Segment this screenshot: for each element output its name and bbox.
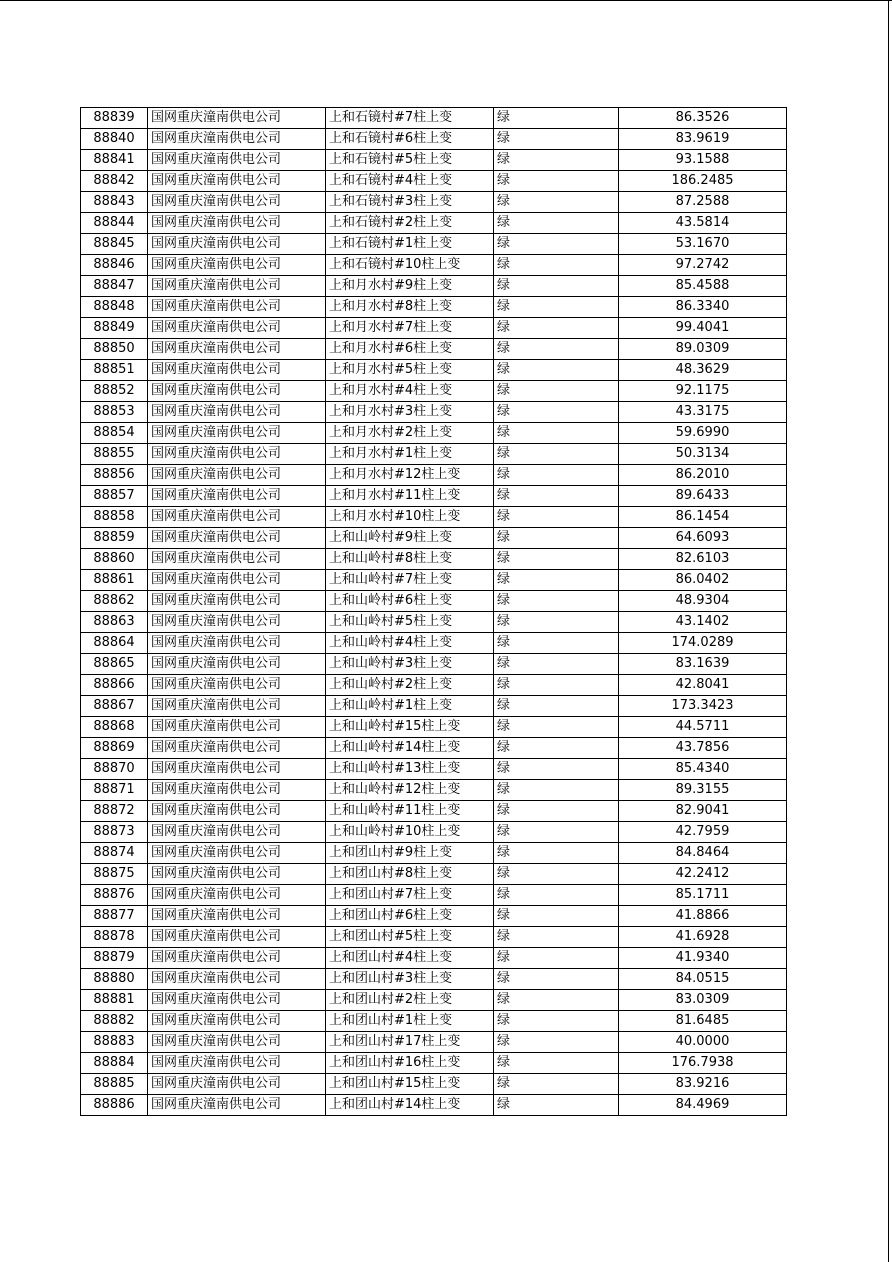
table-row [81, 528, 787, 549]
company-cell: 国网重庆潼南供电公司 [148, 822, 326, 843]
value-cell: 84.8464 [619, 843, 787, 864]
id-cell: 88872 [81, 801, 148, 822]
value-cell: 83.1639 [619, 654, 787, 675]
table-row [81, 948, 787, 969]
table-row [81, 633, 787, 654]
id-cell: 88871 [81, 780, 148, 801]
location-cell: 上和山岭村#13柱上变 [326, 759, 494, 780]
location-cell: 上和山岭村#2柱上变 [326, 675, 494, 696]
company-cell: 国网重庆潼南供电公司 [148, 990, 326, 1011]
location-cell: 上和石镜村#4柱上变 [326, 171, 494, 192]
location-cell: 上和月水村#9柱上变 [326, 276, 494, 297]
status-cell: 绿 [494, 591, 619, 612]
table-row [81, 1074, 787, 1095]
table-row [81, 822, 787, 843]
location-cell: 上和团山村#16柱上变 [326, 1053, 494, 1074]
location-cell: 上和山岭村#10柱上变 [326, 822, 494, 843]
status-cell: 绿 [494, 1074, 619, 1095]
value-cell: 83.9619 [619, 129, 787, 150]
table-row [81, 696, 787, 717]
status-cell: 绿 [494, 990, 619, 1011]
company-cell: 国网重庆潼南供电公司 [148, 1032, 326, 1053]
value-cell: 89.0309 [619, 339, 787, 360]
id-cell: 88874 [81, 843, 148, 864]
company-cell: 国网重庆潼南供电公司 [148, 570, 326, 591]
location-cell: 上和团山村#17柱上变 [326, 1032, 494, 1053]
status-cell: 绿 [494, 465, 619, 486]
value-cell: 41.6928 [619, 927, 787, 948]
location-cell: 上和山岭村#11柱上变 [326, 801, 494, 822]
location-cell: 上和团山村#4柱上变 [326, 948, 494, 969]
location-cell: 上和石镜村#6柱上变 [326, 129, 494, 150]
id-cell: 88870 [81, 759, 148, 780]
table-row [81, 1095, 787, 1116]
table-row [81, 969, 787, 990]
status-cell: 绿 [494, 717, 619, 738]
status-cell: 绿 [494, 507, 619, 528]
value-cell: 40.0000 [619, 1032, 787, 1053]
status-cell: 绿 [494, 549, 619, 570]
status-cell: 绿 [494, 864, 619, 885]
value-cell: 174.0289 [619, 633, 787, 654]
value-cell: 82.6103 [619, 549, 787, 570]
company-cell: 国网重庆潼南供电公司 [148, 507, 326, 528]
id-cell: 88884 [81, 1053, 148, 1074]
company-cell: 国网重庆潼南供电公司 [148, 654, 326, 675]
value-cell: 89.3155 [619, 780, 787, 801]
status-cell: 绿 [494, 570, 619, 591]
page-top-border [0, 0, 892, 1]
id-cell: 88869 [81, 738, 148, 759]
value-cell: 50.3134 [619, 444, 787, 465]
location-cell: 上和石镜村#10柱上变 [326, 255, 494, 276]
status-cell: 绿 [494, 255, 619, 276]
id-cell: 88843 [81, 192, 148, 213]
location-cell: 上和团山村#7柱上变 [326, 885, 494, 906]
table-row [81, 360, 787, 381]
location-cell: 上和团山村#6柱上变 [326, 906, 494, 927]
status-cell: 绿 [494, 801, 619, 822]
id-cell: 88864 [81, 633, 148, 654]
company-cell: 国网重庆潼南供电公司 [148, 759, 326, 780]
location-cell: 上和石镜村#3柱上变 [326, 192, 494, 213]
company-cell: 国网重庆潼南供电公司 [148, 213, 326, 234]
table-row [81, 339, 787, 360]
id-cell: 88852 [81, 381, 148, 402]
status-cell: 绿 [494, 171, 619, 192]
id-cell: 88840 [81, 129, 148, 150]
status-cell: 绿 [494, 1053, 619, 1074]
status-cell: 绿 [494, 213, 619, 234]
page-right-border [888, 0, 889, 1262]
company-cell: 国网重庆潼南供电公司 [148, 444, 326, 465]
status-cell: 绿 [494, 885, 619, 906]
company-cell: 国网重庆潼南供电公司 [148, 171, 326, 192]
table-row [81, 507, 787, 528]
location-cell: 上和山岭村#5柱上变 [326, 612, 494, 633]
value-cell: 176.7938 [619, 1053, 787, 1074]
table-row [81, 780, 787, 801]
company-cell: 国网重庆潼南供电公司 [148, 633, 326, 654]
value-cell: 99.4041 [619, 318, 787, 339]
value-cell: 92.1175 [619, 381, 787, 402]
status-cell: 绿 [494, 129, 619, 150]
location-cell: 上和石镜村#1柱上变 [326, 234, 494, 255]
id-cell: 88863 [81, 612, 148, 633]
status-cell: 绿 [494, 402, 619, 423]
table-row [81, 234, 787, 255]
location-cell: 上和团山村#5柱上变 [326, 927, 494, 948]
value-cell: 43.7856 [619, 738, 787, 759]
location-cell: 上和团山村#3柱上变 [326, 969, 494, 990]
status-cell: 绿 [494, 612, 619, 633]
location-cell: 上和山岭村#8柱上变 [326, 549, 494, 570]
table-row [81, 1053, 787, 1074]
value-cell: 41.8866 [619, 906, 787, 927]
table-row [81, 612, 787, 633]
value-cell: 48.3629 [619, 360, 787, 381]
table-row [81, 381, 787, 402]
status-cell: 绿 [494, 108, 619, 129]
table-row [81, 213, 787, 234]
table-row [81, 1011, 787, 1032]
location-cell: 上和山岭村#4柱上变 [326, 633, 494, 654]
id-cell: 88885 [81, 1074, 148, 1095]
status-cell: 绿 [494, 1011, 619, 1032]
company-cell: 国网重庆潼南供电公司 [148, 381, 326, 402]
status-cell: 绿 [494, 423, 619, 444]
id-cell: 88859 [81, 528, 148, 549]
status-cell: 绿 [494, 297, 619, 318]
id-cell: 88866 [81, 675, 148, 696]
status-cell: 绿 [494, 276, 619, 297]
company-cell: 国网重庆潼南供电公司 [148, 612, 326, 633]
table-row [81, 402, 787, 423]
table-row [81, 150, 787, 171]
status-cell: 绿 [494, 927, 619, 948]
value-cell: 59.6990 [619, 423, 787, 444]
company-cell: 国网重庆潼南供电公司 [148, 297, 326, 318]
table-row [81, 570, 787, 591]
id-cell: 88860 [81, 549, 148, 570]
location-cell: 上和团山村#15柱上变 [326, 1074, 494, 1095]
id-cell: 88845 [81, 234, 148, 255]
data-table [80, 107, 787, 1116]
value-cell: 86.2010 [619, 465, 787, 486]
status-cell: 绿 [494, 633, 619, 654]
company-cell: 国网重庆潼南供电公司 [148, 696, 326, 717]
table-row [81, 297, 787, 318]
value-cell: 43.5814 [619, 213, 787, 234]
id-cell: 88850 [81, 339, 148, 360]
company-cell: 国网重庆潼南供电公司 [148, 906, 326, 927]
company-cell: 国网重庆潼南供电公司 [148, 402, 326, 423]
value-cell: 85.4588 [619, 276, 787, 297]
location-cell: 上和山岭村#7柱上变 [326, 570, 494, 591]
status-cell: 绿 [494, 1032, 619, 1053]
table-row [81, 465, 787, 486]
company-cell: 国网重庆潼南供电公司 [148, 1011, 326, 1032]
location-cell: 上和山岭村#15柱上变 [326, 717, 494, 738]
id-cell: 88856 [81, 465, 148, 486]
status-cell: 绿 [494, 675, 619, 696]
table-body [81, 108, 787, 1116]
value-cell: 86.1454 [619, 507, 787, 528]
status-cell: 绿 [494, 318, 619, 339]
company-cell: 国网重庆潼南供电公司 [148, 528, 326, 549]
table-row [81, 654, 787, 675]
company-cell: 国网重庆潼南供电公司 [148, 486, 326, 507]
id-cell: 88849 [81, 318, 148, 339]
id-cell: 88858 [81, 507, 148, 528]
id-cell: 88867 [81, 696, 148, 717]
value-cell: 84.0515 [619, 969, 787, 990]
company-cell: 国网重庆潼南供电公司 [148, 738, 326, 759]
id-cell: 88876 [81, 885, 148, 906]
value-cell: 41.9340 [619, 948, 787, 969]
location-cell: 上和团山村#2柱上变 [326, 990, 494, 1011]
id-cell: 88854 [81, 423, 148, 444]
location-cell: 上和月水村#2柱上变 [326, 423, 494, 444]
location-cell: 上和月水村#11柱上变 [326, 486, 494, 507]
id-cell: 88861 [81, 570, 148, 591]
status-cell: 绿 [494, 906, 619, 927]
value-cell: 89.6433 [619, 486, 787, 507]
status-cell: 绿 [494, 444, 619, 465]
value-cell: 85.1711 [619, 885, 787, 906]
location-cell: 上和石镜村#2柱上变 [326, 213, 494, 234]
status-cell: 绿 [494, 486, 619, 507]
table-row [81, 171, 787, 192]
company-cell: 国网重庆潼南供电公司 [148, 927, 326, 948]
company-cell: 国网重庆潼南供电公司 [148, 1095, 326, 1116]
company-cell: 国网重庆潼南供电公司 [148, 801, 326, 822]
table-row [81, 738, 787, 759]
location-cell: 上和山岭村#12柱上变 [326, 780, 494, 801]
location-cell: 上和山岭村#14柱上变 [326, 738, 494, 759]
table-row [81, 906, 787, 927]
table-row [81, 801, 787, 822]
status-cell: 绿 [494, 1095, 619, 1116]
status-cell: 绿 [494, 654, 619, 675]
id-cell: 88882 [81, 1011, 148, 1032]
company-cell: 国网重庆潼南供电公司 [148, 864, 326, 885]
table-row [81, 864, 787, 885]
value-cell: 48.9304 [619, 591, 787, 612]
company-cell: 国网重庆潼南供电公司 [148, 1053, 326, 1074]
location-cell: 上和石镜村#7柱上变 [326, 108, 494, 129]
table-row [81, 885, 787, 906]
table-row [81, 549, 787, 570]
value-cell: 42.7959 [619, 822, 787, 843]
value-cell: 44.5711 [619, 717, 787, 738]
location-cell: 上和石镜村#5柱上变 [326, 150, 494, 171]
company-cell: 国网重庆潼南供电公司 [148, 360, 326, 381]
company-cell: 国网重庆潼南供电公司 [148, 192, 326, 213]
company-cell: 国网重庆潼南供电公司 [148, 129, 326, 150]
id-cell: 88848 [81, 297, 148, 318]
id-cell: 88857 [81, 486, 148, 507]
status-cell: 绿 [494, 738, 619, 759]
value-cell: 53.1670 [619, 234, 787, 255]
location-cell: 上和月水村#10柱上变 [326, 507, 494, 528]
status-cell: 绿 [494, 969, 619, 990]
id-cell: 88868 [81, 717, 148, 738]
status-cell: 绿 [494, 234, 619, 255]
location-cell: 上和山岭村#6柱上变 [326, 591, 494, 612]
table-row [81, 1032, 787, 1053]
location-cell: 上和月水村#1柱上变 [326, 444, 494, 465]
location-cell: 上和团山村#1柱上变 [326, 1011, 494, 1032]
value-cell: 86.3526 [619, 108, 787, 129]
value-cell: 83.9216 [619, 1074, 787, 1095]
company-cell: 国网重庆潼南供电公司 [148, 339, 326, 360]
status-cell: 绿 [494, 843, 619, 864]
company-cell: 国网重庆潼南供电公司 [148, 549, 326, 570]
company-cell: 国网重庆潼南供电公司 [148, 843, 326, 864]
company-cell: 国网重庆潼南供电公司 [148, 255, 326, 276]
table-row [81, 276, 787, 297]
id-cell: 88844 [81, 213, 148, 234]
company-cell: 国网重庆潼南供电公司 [148, 234, 326, 255]
company-cell: 国网重庆潼南供电公司 [148, 591, 326, 612]
table-row [81, 129, 787, 150]
location-cell: 上和团山村#14柱上变 [326, 1095, 494, 1116]
value-cell: 42.2412 [619, 864, 787, 885]
value-cell: 85.4340 [619, 759, 787, 780]
location-cell: 上和山岭村#9柱上变 [326, 528, 494, 549]
company-cell: 国网重庆潼南供电公司 [148, 318, 326, 339]
location-cell: 上和月水村#8柱上变 [326, 297, 494, 318]
location-cell: 上和月水村#5柱上变 [326, 360, 494, 381]
status-cell: 绿 [494, 339, 619, 360]
id-cell: 88881 [81, 990, 148, 1011]
value-cell: 86.0402 [619, 570, 787, 591]
status-cell: 绿 [494, 381, 619, 402]
status-cell: 绿 [494, 759, 619, 780]
value-cell: 173.3423 [619, 696, 787, 717]
company-cell: 国网重庆潼南供电公司 [148, 150, 326, 171]
location-cell: 上和月水村#12柱上变 [326, 465, 494, 486]
value-cell: 82.9041 [619, 801, 787, 822]
location-cell: 上和月水村#7柱上变 [326, 318, 494, 339]
company-cell: 国网重庆潼南供电公司 [148, 108, 326, 129]
table-row [81, 486, 787, 507]
value-cell: 186.2485 [619, 171, 787, 192]
value-cell: 42.8041 [619, 675, 787, 696]
table-row [81, 255, 787, 276]
location-cell: 上和月水村#3柱上变 [326, 402, 494, 423]
company-cell: 国网重庆潼南供电公司 [148, 276, 326, 297]
id-cell: 88880 [81, 969, 148, 990]
table-row [81, 591, 787, 612]
status-cell: 绿 [494, 822, 619, 843]
id-cell: 88846 [81, 255, 148, 276]
status-cell: 绿 [494, 528, 619, 549]
table-row [81, 927, 787, 948]
id-cell: 88862 [81, 591, 148, 612]
table-row [81, 675, 787, 696]
value-cell: 84.4969 [619, 1095, 787, 1116]
id-cell: 88873 [81, 822, 148, 843]
table-row [81, 843, 787, 864]
table-row [81, 192, 787, 213]
id-cell: 88878 [81, 927, 148, 948]
id-cell: 88886 [81, 1095, 148, 1116]
id-cell: 88851 [81, 360, 148, 381]
location-cell: 上和山岭村#3柱上变 [326, 654, 494, 675]
value-cell: 83.0309 [619, 990, 787, 1011]
company-cell: 国网重庆潼南供电公司 [148, 885, 326, 906]
location-cell: 上和团山村#9柱上变 [326, 843, 494, 864]
table-row [81, 318, 787, 339]
table-row [81, 990, 787, 1011]
id-cell: 88877 [81, 906, 148, 927]
location-cell: 上和月水村#6柱上变 [326, 339, 494, 360]
table-row [81, 108, 787, 129]
value-cell: 87.2588 [619, 192, 787, 213]
id-cell: 88879 [81, 948, 148, 969]
company-cell: 国网重庆潼南供电公司 [148, 969, 326, 990]
location-cell: 上和山岭村#1柱上变 [326, 696, 494, 717]
company-cell: 国网重庆潼南供电公司 [148, 717, 326, 738]
value-cell: 43.3175 [619, 402, 787, 423]
id-cell: 88853 [81, 402, 148, 423]
status-cell: 绿 [494, 696, 619, 717]
id-cell: 88847 [81, 276, 148, 297]
table-row [81, 423, 787, 444]
id-cell: 88875 [81, 864, 148, 885]
id-cell: 88839 [81, 108, 148, 129]
company-cell: 国网重庆潼南供电公司 [148, 780, 326, 801]
status-cell: 绿 [494, 948, 619, 969]
value-cell: 81.6485 [619, 1011, 787, 1032]
value-cell: 97.2742 [619, 255, 787, 276]
id-cell: 88865 [81, 654, 148, 675]
id-cell: 88883 [81, 1032, 148, 1053]
company-cell: 国网重庆潼南供电公司 [148, 1074, 326, 1095]
company-cell: 国网重庆潼南供电公司 [148, 675, 326, 696]
value-cell: 86.3340 [619, 297, 787, 318]
value-cell: 93.1588 [619, 150, 787, 171]
location-cell: 上和月水村#4柱上变 [326, 381, 494, 402]
company-cell: 国网重庆潼南供电公司 [148, 423, 326, 444]
value-cell: 43.1402 [619, 612, 787, 633]
company-cell: 国网重庆潼南供电公司 [148, 948, 326, 969]
table-row [81, 717, 787, 738]
status-cell: 绿 [494, 192, 619, 213]
id-cell: 88842 [81, 171, 148, 192]
id-cell: 88855 [81, 444, 148, 465]
status-cell: 绿 [494, 360, 619, 381]
status-cell: 绿 [494, 780, 619, 801]
company-cell: 国网重庆潼南供电公司 [148, 465, 326, 486]
id-cell: 88841 [81, 150, 148, 171]
value-cell: 64.6093 [619, 528, 787, 549]
status-cell: 绿 [494, 150, 619, 171]
table-row [81, 444, 787, 465]
location-cell: 上和团山村#8柱上变 [326, 864, 494, 885]
table-row [81, 759, 787, 780]
